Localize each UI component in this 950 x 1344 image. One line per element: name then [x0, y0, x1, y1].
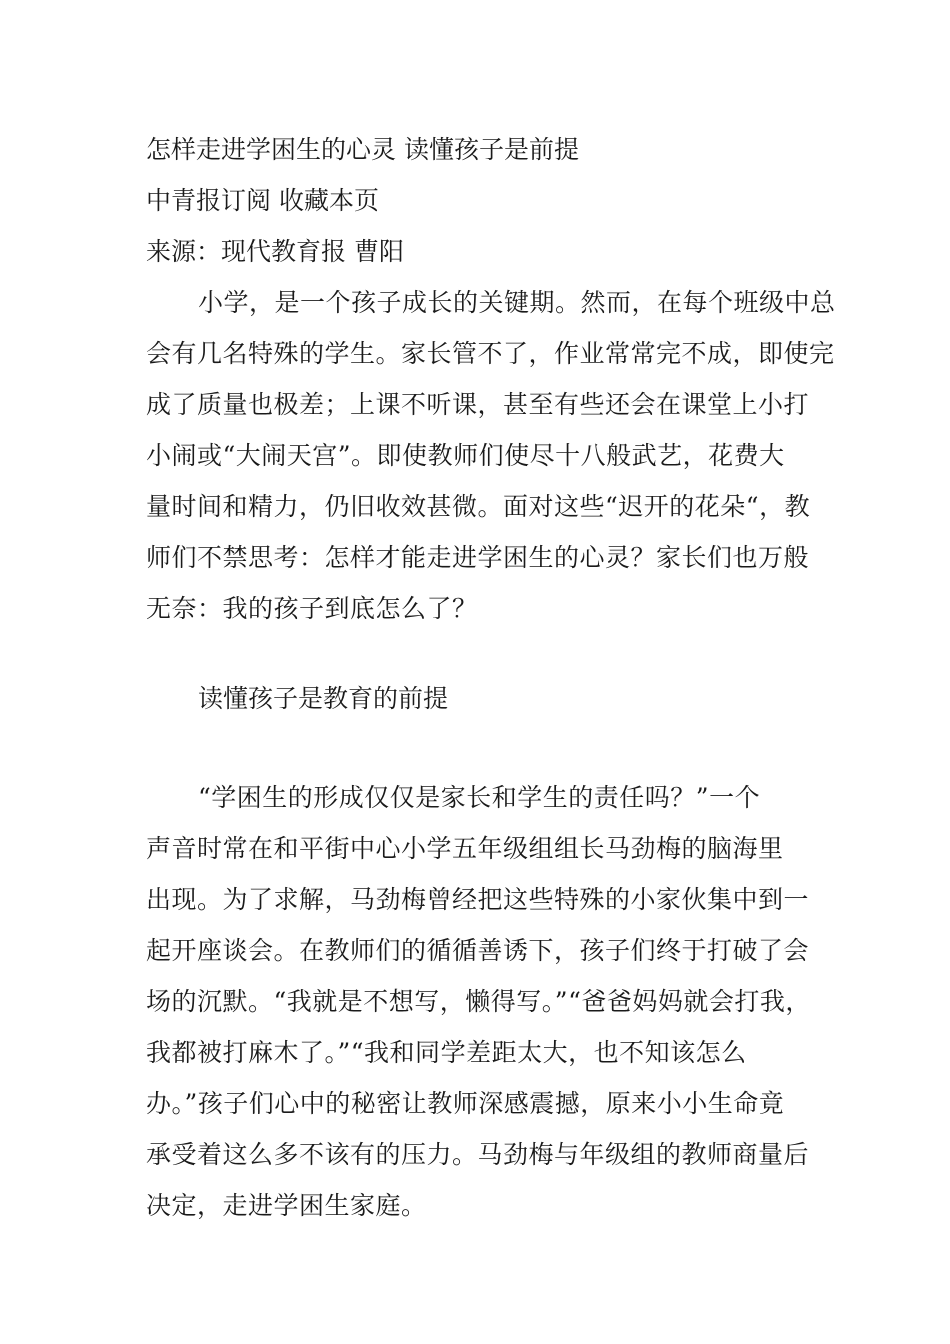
paragraph-body	[146, 772, 816, 1231]
article-title: 怎样走进学困生的心灵 读懂孩子是前提	[146, 135, 579, 164]
paragraph-line: 声音时常在和平街中心小学五年级组组长马劲梅的脑海里	[146, 834, 784, 863]
paragraph-line: 场的沉默。“我就是不想写，懒得写。”“爸爸妈妈就会打我，	[146, 987, 811, 1016]
paragraph-line: 成了质量也极差；上课不听课，甚至有些还会在课堂上小打	[146, 390, 810, 419]
paragraph-line: 出现。为了求解，马劲梅曾经把这些特殊的小家伙集中到一	[146, 885, 810, 914]
paragraph-line: 承受着这么多不该有的压力。马劲梅与年级组的教师商量后	[146, 1140, 810, 1169]
paragraph-line: 起开座谈会。在教师们的循循善诱下，孩子们终于打破了会	[146, 936, 810, 965]
paragraph-line: 办。”孩子们心中的秘密让教师深感震撼，原来小小生命竟	[146, 1089, 785, 1118]
paragraph-line: 小闹或“大闹天宫”。即使教师们使尽十八般武艺，花费大	[146, 441, 785, 470]
paragraph-line: “学困生的形成仅仅是家长和学生的责任吗？”一个	[198, 783, 761, 812]
paragraph-line: 无奈：我的孩子到底怎么了？	[146, 594, 478, 623]
paragraph-line: 量时间和精力，仍旧收效甚微。面对这些“迟开的花朵“，教	[146, 492, 811, 521]
article-source: 来源：现代教育报 曹阳	[146, 237, 404, 266]
paragraph-line: 会有几名特殊的学生。家长管不了，作业常常完不成，即使完	[146, 339, 835, 368]
paragraph-intro	[146, 277, 836, 634]
paragraph-line: 我都被打麻木了。”“我和同学差距太大，也不知该怎么	[146, 1038, 747, 1067]
header-links: 中青报订阅 收藏本页	[146, 186, 379, 215]
section-subheading: 读懂孩子是教育的前提	[198, 684, 449, 713]
paragraph-line: 决定，走进学困生家庭。	[146, 1191, 427, 1220]
paragraph-line: 师们不禁思考：怎样才能走进学困生的心灵？家长们也万般	[146, 543, 810, 572]
paragraph-line: 小学，是一个孩子成长的关键期。然而，在每个班级中总	[198, 288, 836, 317]
